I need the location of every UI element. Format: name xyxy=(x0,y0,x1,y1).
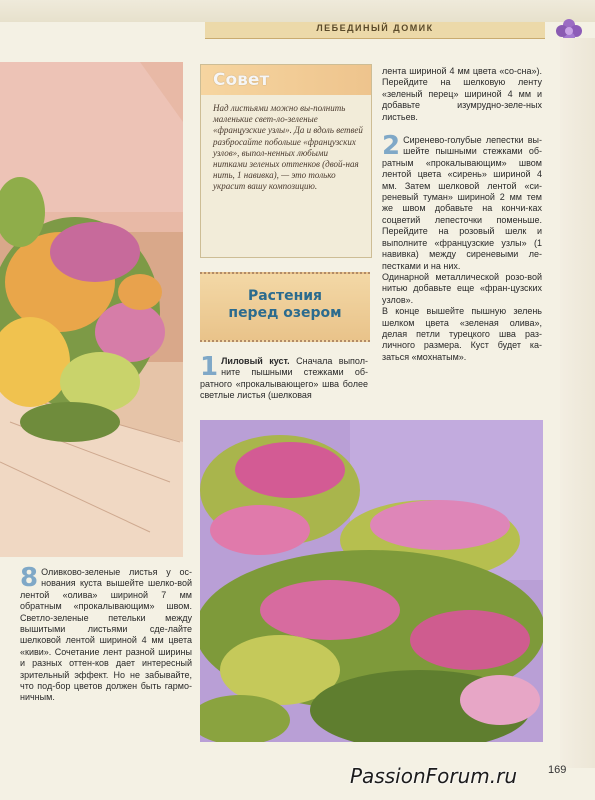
right-column xyxy=(382,66,542,363)
section-title-line1: Растения xyxy=(247,288,323,304)
section-title xyxy=(200,288,370,322)
watermark: PassionForum.ru xyxy=(350,764,518,788)
page-edge xyxy=(560,38,595,768)
right-paragraph-4: В конце вышейте пышную зелень шелком цвета «зеленая олива», делая петли турецкого шва раз-личного размера. Куст будет ка-заться «мохнатым». xyxy=(382,306,542,362)
step-2-paragraph xyxy=(382,131,542,272)
step-8-text: Оливково-зеленые листья у ос-нования куста вышейте шелко-вой лентой «олива» шириной 7 мм обратным «прокалывающим» швом. Светло-зеленые петельки между вышитыми листьями сде-лайте шелковой лентой шириной 4 мм цвета «киви». Сочетание лент разной ширины и разных оттен-ков дает интересный зрительный эффект. Но не забывайте, что под-бор цветов должен быть гармо-ничным. xyxy=(20,567,192,703)
section-heading-box xyxy=(200,272,370,342)
step-number-1: 1 xyxy=(200,352,219,382)
step-1-lead: Лиловый куст. xyxy=(221,356,290,366)
page-number: 169 xyxy=(548,764,567,776)
step-8-paragraph xyxy=(20,563,192,704)
step-number-2: 2 xyxy=(382,131,401,162)
step-2-text: Сиренево-голубые лепестки вы-шейте пышными стежками об-ратным «прокалывающим» швом лентой цвета «сирень» шириной 4 мм. Затем шелковой лентой «си-реневый туман» шириной 2 мм тем же швом добавьте на кончи-ках соцветий лепесточки поменьше. Перейдите на розовый шелк и выполните «французские узлы» (1 навивка) между сиреневыми ле-пестками и на них. xyxy=(382,135,542,271)
tip-title: Совет xyxy=(213,70,270,90)
running-header xyxy=(205,22,545,39)
step-1-text: Сначала выпол-ните пышными стежками об-ратного «прокалывающего» шва более светлые листья (шелковая xyxy=(200,356,368,401)
embroidery-photo-main xyxy=(200,420,543,742)
step-1-paragraph xyxy=(200,352,368,402)
right-paragraph-3: Одинарной металлической розо-вой нитью добавьте еще «фран-цузских узлов». xyxy=(382,271,542,305)
section-title-line2: перед озером xyxy=(228,305,342,321)
tip-box xyxy=(200,64,372,258)
right-paragraph-1: лента шириной 4 мм цвета «со-сна»). Перейдите на шелковую ленту «зеленый перец» шириной 4 мм и добавьте изумрудно-зеле-ных листьев. xyxy=(382,66,542,122)
header-title: ЛЕБЕДИНЫЙ ДОМИК xyxy=(316,23,434,33)
tip-text: Над листьями можно вы-полнить маленькие свет-ло-зеленые «французские узлы». Да и вдоль ветвей разбросайте побольше «французских узлов», выпол-ненных любыми нитками зеленых оттенков (двой-ная нить, 1 навивка), — это только украсит вашу композицию. xyxy=(213,103,363,192)
top-margin xyxy=(0,0,595,22)
step-number-8: 8 xyxy=(20,563,39,593)
embroidery-photo-left xyxy=(0,62,183,557)
tip-header xyxy=(201,65,371,95)
